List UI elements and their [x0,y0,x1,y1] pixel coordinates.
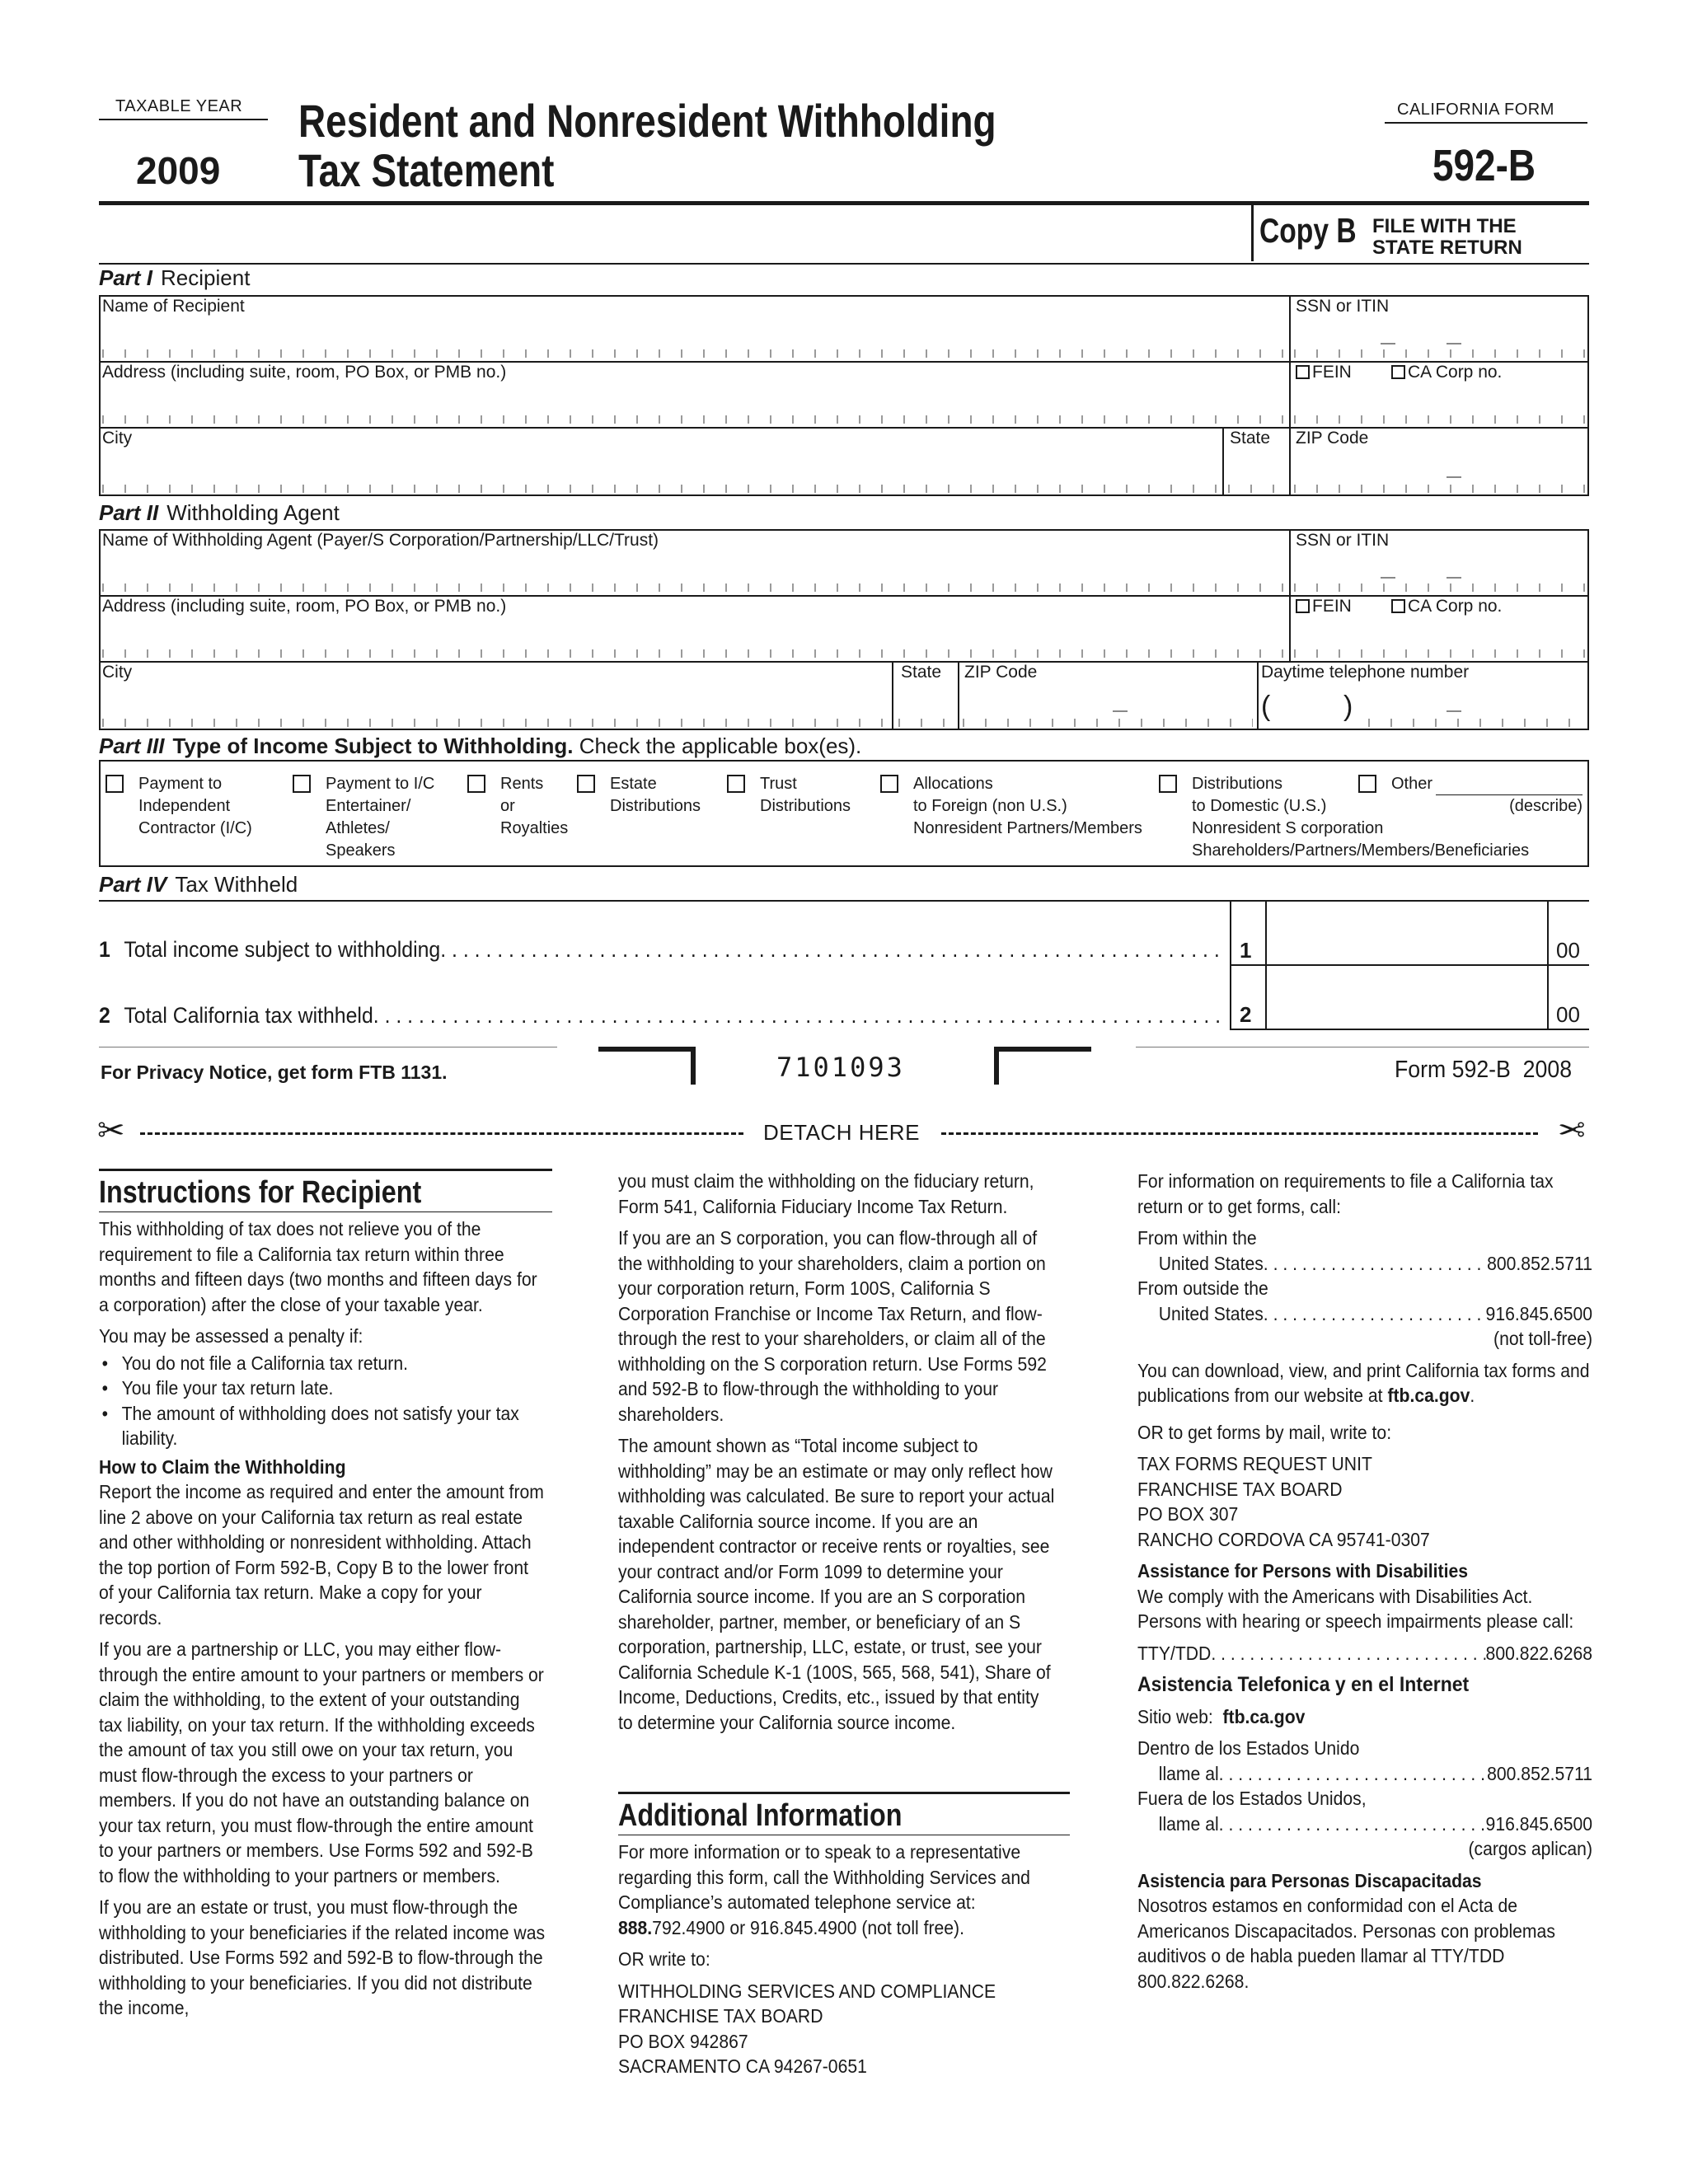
text-span: United States [1158,1252,1264,1274]
divider [1547,902,1549,1030]
option-line: Contractor (I/C) [138,819,252,837]
other-describe-line[interactable] [1436,794,1582,795]
contact-note: (not toll-free) [1493,1328,1592,1349]
part3-label: Part III [99,733,165,758]
part2-label: Part II [99,500,159,525]
divider [99,119,268,120]
text-span: Sitio web: [1137,1705,1213,1727]
agent-zip-label: ZIP Code [964,663,1038,682]
line1-cents: 00 [1556,938,1580,963]
address-line: PO BOX 307 [1137,1503,1239,1525]
ca-corp-label: CA Corp no. [1408,597,1503,616]
option-line: Distributions [1192,775,1283,793]
option-line: Speakers [326,841,396,860]
agent-cacorp-option [1391,597,1502,616]
line2-cents: 00 [1556,1002,1580,1027]
phone-dash [1447,710,1461,712]
part2-title: Withholding Agent [166,500,340,525]
instructions-paragraph: If you are an estate or trust, you must flow-through the withholding to your beneficiaries if the related income was distributed. Use Forms 592 and 592-B to flow-through the withholding to your beneficiaries. If you did not distribute the income, [99,1896,546,2018]
agent-name-field[interactable] [102,583,1286,592]
scan-corner-mark [598,1047,696,1085]
address-line: PO BOX 942867 [618,2030,748,2052]
part2-heading [99,500,340,526]
line2-amount-input[interactable] [1269,969,1545,1025]
agent-ssn-label: SSN or ITIN [1296,531,1390,550]
option-line: to Domestic (U.S.) [1192,797,1327,815]
detach-here-label: DETACH HERE [763,1120,920,1145]
instructions-paragraph: If you are a partnership or LLC, you may either flow-through the entire amount to your partners or members or claim the withholding, to the extent of your outstanding tax liability, on your tax return. If the withholding exceeds the amount of tax you still owe on your tax return, you must flow-through the excess to your partners or members. If you do not have an outstanding balance on your tax return, you must flow-through the entire amount to your partners or members. Use Forms 592 and 592-B to flow the withholding to your partners or members. [99,1638,544,1886]
part3-title: Type of Income Subject to Withholding. [172,733,574,758]
agent-zip-field[interactable] [963,719,1253,727]
divider [1257,661,1259,730]
recipient-ssn-label: SSN or ITIN [1296,297,1390,316]
instructions-column [99,1216,546,2027]
agent-address-label: Address (including suite, room, PO Box, or PMB no.) [102,597,507,616]
recipient-fein-option [1296,363,1352,382]
agent-state-label: State [901,663,942,682]
part4-heading [99,872,298,898]
option-line: Trust [760,775,797,793]
leader-dots [1219,1811,1486,1837]
option-line: or [500,797,515,815]
zip-dash [1113,710,1128,712]
text-span: You can download, view, and print California tax forms and publications from our website at [1137,1359,1590,1406]
option-line: Entertainer/ [326,797,411,815]
copy-instruction [1372,216,1522,259]
contact-paragraph: Nosotros estamos en conformidad con el Acta de Americanos Discapacitados. Personas con problemas auditivos o de habla pueden llamar al TTY/TDD 800.822.6268. [1137,1895,1555,1992]
leader-dots [1264,1301,1486,1327]
phone-number: 800.852.5711 [1487,1762,1592,1784]
phone-outside-us [1137,1301,1592,1327]
option-line: Independent [138,797,231,815]
part1-title: Recipient [161,265,251,290]
recipient-id-field[interactable] [1294,415,1586,424]
phone-number: 800.852.5711 [1487,1252,1592,1274]
agent-city-label: City [102,663,133,682]
phone-number: 800.822.6268 [1485,1642,1592,1664]
other-checkbox[interactable] [1358,775,1376,793]
address-line: FRANCHISE TAX BOARD [1137,1478,1343,1500]
option-line: Payment to [138,775,223,793]
fein-label: FEIN [1312,363,1352,382]
agent-phone-label: Daytime telephone number [1261,663,1470,682]
barcode-number: 7101093 [776,1052,905,1083]
other-label: Other [1391,775,1433,793]
divider [1230,902,1231,1030]
phone-within-us [1137,1251,1592,1277]
divider [1265,902,1267,1030]
text-span: llame al [1158,1762,1219,1784]
agent-address-field[interactable] [102,649,1286,658]
part4-title: Tax Withheld [175,872,298,897]
contact-line: Dentro de los Estados Unido [1137,1737,1360,1759]
ca-corp-checkbox[interactable] [1391,365,1405,379]
penalty-list-item: • You file your tax return late. [99,1376,546,1401]
recipient-state-label: State [1230,429,1271,448]
agent-fein-option [1296,597,1352,616]
zip-dash [1447,476,1461,478]
leader-dots [1219,1761,1487,1787]
line1 [99,937,1221,963]
agent-ssn-field[interactable] [1294,583,1586,592]
agent-phone-field[interactable] [1368,719,1586,727]
address-line: WITHHOLDING SERVICES AND COMPLIANCE [618,1980,996,2002]
fein-checkbox[interactable] [1296,599,1310,613]
divider [99,1169,552,1171]
line2-number: 2 [99,1003,110,1028]
spanish-assistance-heading: Asistencia Telefonica y en el Internet [1137,1673,1470,1696]
fein-label: FEIN [1312,597,1352,616]
distributions-checkbox[interactable] [1159,775,1177,793]
option-line: Shareholders/Partners/Members/Beneficiaries [1192,841,1530,860]
additional-info-column [618,1840,1058,2079]
tty-line [1137,1641,1592,1666]
recipient-zip-label: ZIP Code [1296,429,1369,448]
contact-note: (cargos aplican) [1468,1838,1592,1859]
contact-column [1137,1169,1592,2000]
scissors-icon: ✂ [97,1113,125,1149]
phone-number: 916.845.6500 [1485,1812,1592,1835]
part1-label: Part I [99,265,153,290]
text-span: United States [1158,1302,1264,1324]
instructions-column-2 [618,1169,1058,1741]
option-line: Estate [610,775,657,793]
instructions-paragraph: Report the income as required and enter the amount from line 2 above on your California tax return as real estate and other withholding or nonresident withholding. Attach the top portion of Form 592-B, Copy B to the lower front of your California tax return. Make a copy for your records. [99,1481,544,1629]
form-title-line1: Resident and Nonresident Withholding [298,95,996,147]
recipient-cacorp-option [1391,363,1502,382]
leader-dots [1264,1251,1487,1277]
ssn-dash [1447,343,1461,344]
contact-paragraph [1137,1358,1592,1408]
recipient-state-field[interactable] [1228,485,1286,493]
recipient-name-field[interactable] [102,349,1286,358]
penalty-list-item: • The amount of withholding does not satisfy your tax liability. [99,1401,546,1451]
ssn-dash [1447,577,1461,579]
option-line: Allocations [913,775,993,793]
contact-line: From within the [1137,1227,1257,1249]
or-write-label: OR write to: [618,1948,710,1970]
spanish-disabilities-heading: Asistencia para Personas Discapacitadas [1137,1869,1482,1891]
estate-checkbox[interactable] [577,775,595,793]
divider [1251,205,1254,261]
ca-corp-checkbox[interactable] [1391,599,1405,613]
additional-info-paragraph [618,1840,1058,1940]
text-span: TTY/TDD [1137,1642,1212,1664]
penalty-list [99,1351,546,1451]
spanish-web-line [1137,1704,1592,1730]
entertainer-checkbox[interactable] [293,775,311,793]
header-rule [99,201,1589,205]
disabilities-heading: Assistance for Persons with Disabilities [1137,1560,1469,1582]
ssn-dash [1381,577,1395,579]
withholding-agent-section [99,529,1589,730]
option-line: Distributions [760,797,851,815]
agent-id-field[interactable] [1294,649,1586,658]
ca-corp-label: CA Corp no. [1408,363,1503,382]
detach-line [140,1132,743,1135]
contact-line: Fuera de los Estados Unidos, [1137,1788,1367,1809]
rents-checkbox[interactable] [467,775,485,793]
option-line: Nonresident S corporation [1192,819,1384,837]
divider [1230,1029,1589,1030]
leader-dots [1211,1641,1485,1666]
divider [618,1792,1070,1794]
copy-instruction-line1: FILE WITH THE [1372,215,1517,237]
text-span: For more information or to speak to a representative regarding this form, call the Withholding Services and Compliance’s automated telephone service at: [618,1841,1030,1913]
line1-number: 1 [99,937,110,962]
form-reference: Form 592-B 2008 [1395,1057,1573,1083]
part3-instruction: Check the applicable box(es). [579,733,862,758]
income-option-rents [500,773,568,840]
california-form-label: CALIFORNIA FORM [1397,101,1554,119]
website-link[interactable]: ftb.ca.gov [1222,1705,1306,1727]
fein-checkbox[interactable] [1296,365,1310,379]
how-to-claim-heading: How to Claim the Withholding [99,1455,346,1478]
taxable-year-label: TAXABLE YEAR [115,97,243,115]
income-option-other [1391,773,1582,818]
text-span: 888. [618,1916,653,1938]
agent-name-label: Name of Withholding Agent (Payer/S Corporation/Partnership/LLC/Trust) [102,531,659,550]
contact-paragraph: For information on requirements to file a California tax return or to get forms, call: [1137,1170,1554,1217]
instructions-paragraph: If you are an S corporation, you can flow-through all of the withholding to your shareholders, claim a portion on your corporation return, Form 100S, California S Corporation Franchise or Income Tax Return, and flow-through the rest to your shareholders, or claim all of the withholding on the S corporation return. Use Forms 592 and 592-B to flow-through the withholding to your shareholders. [618,1227,1047,1425]
copy-label: Copy B [1259,211,1357,250]
income-option-entertainer [326,773,434,862]
agent-state-field[interactable] [898,719,954,727]
recipient-address-label: Address (including suite, room, PO Box, or PMB no.) [102,363,507,382]
recipient-city-label: City [102,429,133,448]
text-span: 792.4900 or 916.845.4900 (not toll free). [652,1916,964,1938]
instructions-paragraph: The amount shown as “Total income subject to withholding” may be an estimate or may only reflect how withholding was calculated. Be sure to report your actual taxable California source income. If you are an independent contractor or receive rents or royalties, see your contract and/or Form 1099 to determine your California source income. If you are an S corporation shareholder, partner, member, or beneficiary of an S corporation, partnership, LLC, estate, or trust, see your California Schedule K-1 (100S, 565, 568, 541), Share of Income, Deductions, Credits, etc., issued by that entity to determine your California source income. [618,1435,1055,1733]
part4-label: Part IV [99,872,167,897]
divider [99,263,1589,265]
line1-label: Total income subject to withholding [124,937,441,962]
divider [958,661,959,730]
allocations-checkbox[interactable] [880,775,898,793]
detach-line [941,1132,1538,1135]
instructions-paragraph: You may be assessed a penalty if: [99,1325,363,1347]
tax-year: 2009 [136,149,221,192]
option-line: Distributions [610,797,701,815]
address-line: FRANCHISE TAX BOARD [618,2005,823,2027]
privacy-notice: For Privacy Notice, get form FTB 1131. [101,1062,448,1083]
phone-open-paren: ( [1261,691,1271,722]
leader-dots [373,1003,1221,1029]
divider [1230,964,1589,966]
phone-close-paren: ) [1343,691,1353,722]
ssn-dash [1381,343,1395,344]
income-option-estate [610,773,701,818]
trust-checkbox[interactable] [727,775,745,793]
address-line: RANCHO CORDOVA CA 95741-0307 [1137,1528,1430,1550]
option-line: Royalties [500,819,569,837]
additional-info-title: Additional Information [618,1798,903,1833]
phone-number: 916.845.6500 [1485,1302,1592,1324]
instructions-paragraph: you must claim the withholding on the fiduciary return, Form 541, California Fiduciary Income Tax Return. [618,1170,1034,1217]
address-line: SACRAMENTO CA 94267-0651 [618,2055,867,2077]
recipient-section [99,295,1589,496]
spanish-phone-within [1137,1761,1592,1787]
address-line: TAX FORMS REQUEST UNIT [1137,1453,1372,1474]
part1-heading [99,265,250,291]
contact-paragraph: We comply with the Americans with Disabilities Act. Persons with hearing or speech impairments please call: [1137,1585,1574,1632]
divider [99,900,1589,902]
divider [1289,529,1291,663]
scan-corner-mark [994,1047,1091,1085]
instructions-title: Instructions for Recipient [99,1175,422,1210]
income-option-independent-contractor [138,773,252,840]
income-option-trust [760,773,851,818]
other-describe: (describe) [1509,797,1582,815]
recipient-address-field[interactable] [102,415,1286,424]
option-line: to Foreign (non U.S.) [913,797,1067,815]
contact-line: From outside the [1137,1277,1268,1299]
recipient-zip-field[interactable] [1294,485,1586,493]
divider [1385,122,1587,124]
line1-amount-input[interactable] [1269,907,1545,961]
text-span: . [1470,1385,1475,1406]
form-title-line2: Tax Statement [298,144,555,196]
divider [1289,295,1291,496]
line2-box-number: 2 [1240,1002,1252,1027]
scissors-icon: ✂ [1558,1113,1586,1149]
line2-label: Total California tax withheld [124,1003,373,1028]
text-span: llame al [1158,1812,1219,1835]
contact-paragraph: OR to get forms by mail, write to: [1137,1421,1392,1443]
spanish-phone-outside [1137,1811,1592,1837]
website-link[interactable]: ftb.ca.gov [1387,1385,1470,1406]
line2 [99,1003,1221,1029]
option-line: Rents [500,775,544,793]
divider [892,661,893,730]
form-number: 592-B [1432,141,1536,190]
divider [1222,427,1224,496]
option-line: Payment to I/C [326,775,435,793]
recipient-city-field[interactable] [102,485,1219,493]
option-line: Nonresident Partners/Members [913,819,1142,837]
income-option-allocations [913,773,1142,840]
recipient-ssn-field[interactable] [1294,349,1586,358]
agent-city-field[interactable] [102,719,889,727]
independent-contractor-checkbox[interactable] [106,775,124,793]
copy-instruction-line2: STATE RETURN [1372,237,1522,259]
penalty-list-item: • You do not file a California tax return. [99,1351,546,1376]
recipient-name-label: Name of Recipient [102,297,245,316]
instructions-paragraph: This withholding of tax does not relieve you of the requirement to file a California tax return within three months and fifteen days (two months and fifteen days for a corporation) after the close of your taxable year. [99,1218,537,1315]
leader-dots [440,937,1221,963]
option-line: Athletes/ [326,819,390,837]
part3-heading [99,733,861,759]
line1-box-number: 1 [1240,938,1252,963]
